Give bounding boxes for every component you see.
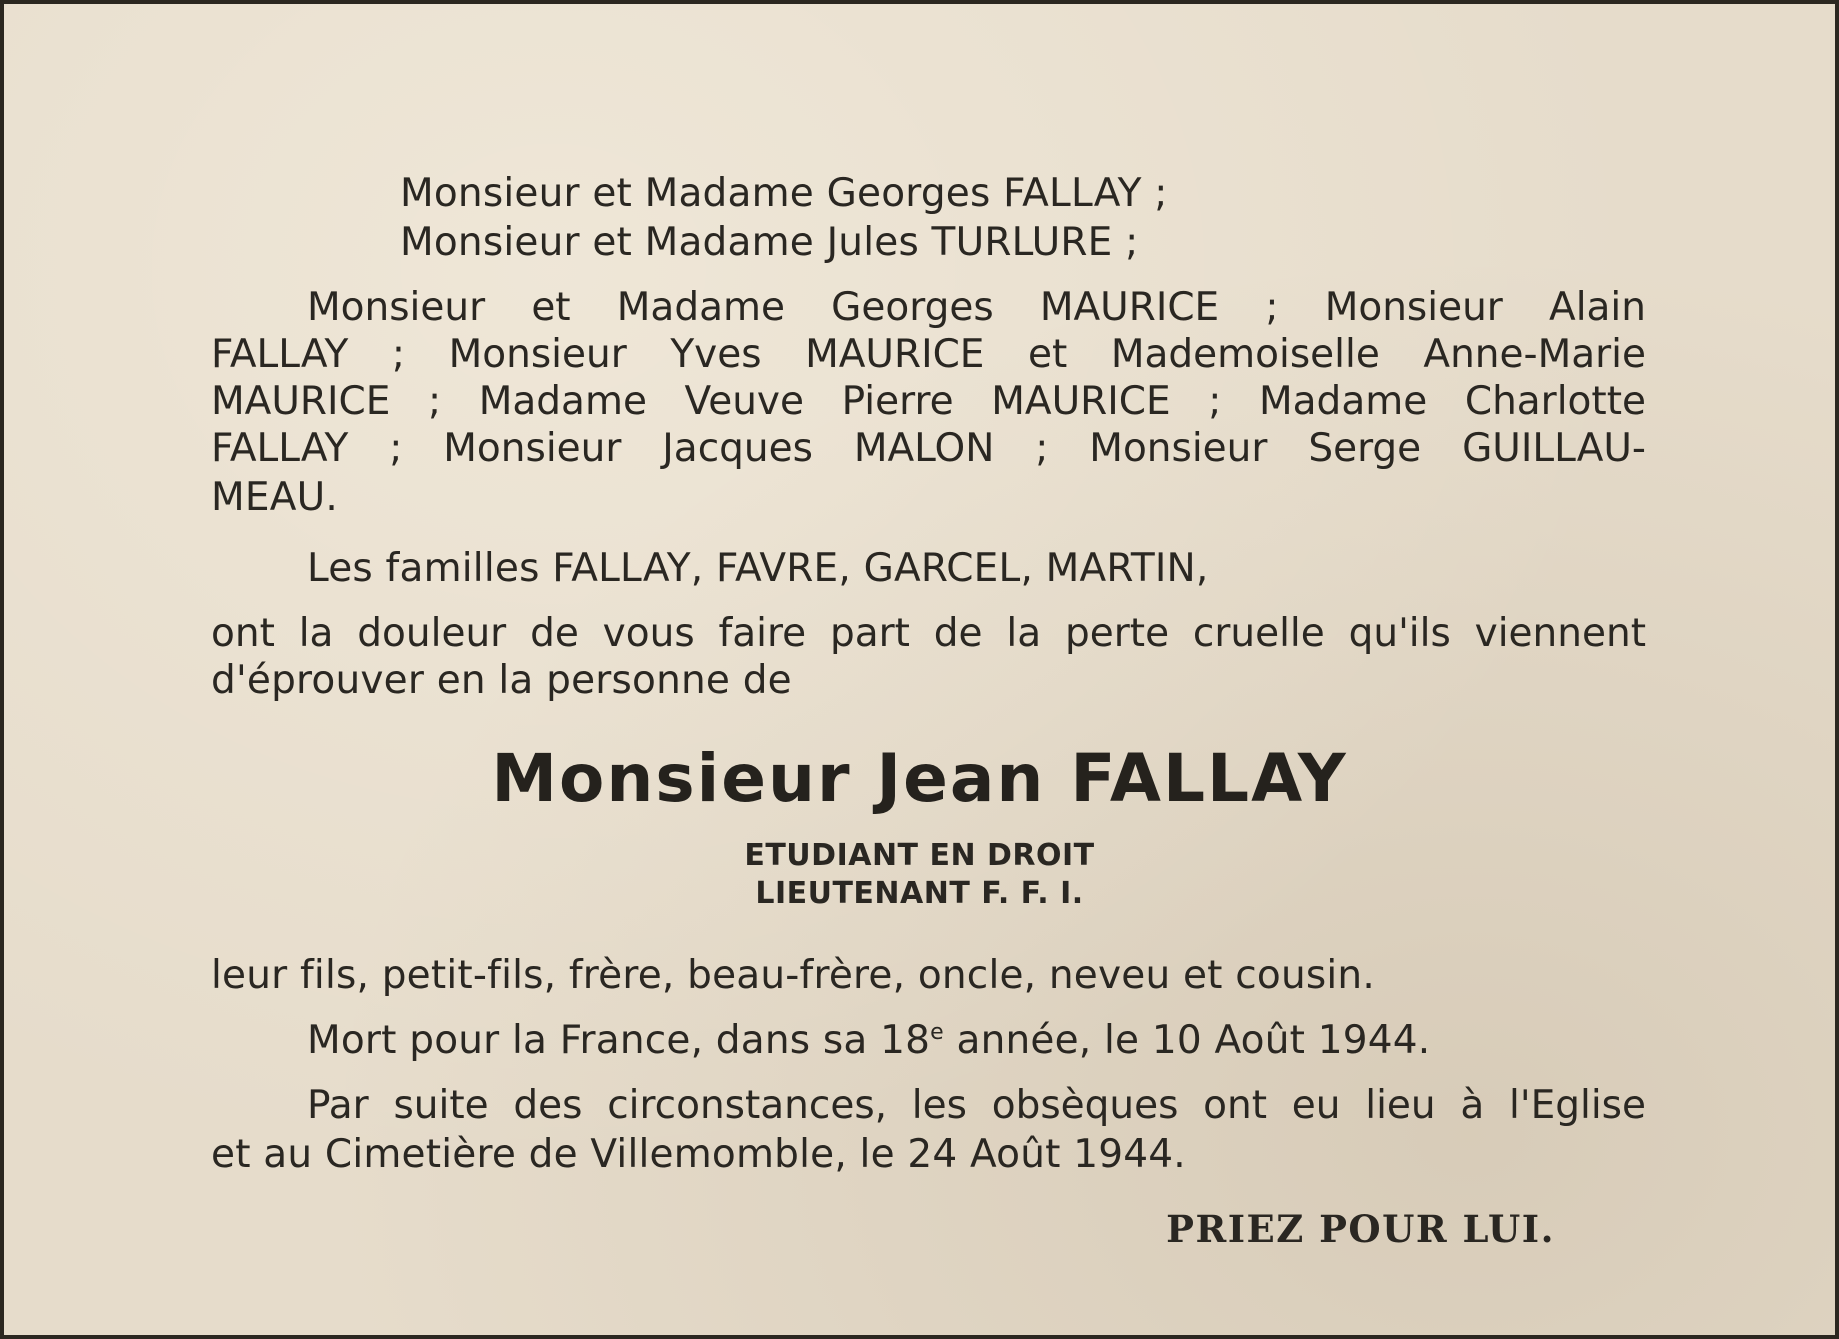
intro-line-2: Monsieur et Madame Jules TURLURE ; <box>400 220 1139 265</box>
deceased-name: Monsieur Jean FALLAY <box>491 740 1348 817</box>
funeral-line-1: Par suite des circonstances, les obsèques ont eu lieu à l'Eglise <box>307 1083 1646 1128</box>
funeral-line-2: et au Cimetière de Villemomble, le 24 Août 1944. <box>211 1132 1186 1177</box>
deceased-title-2: LIEUTENANT F. F. I. <box>755 876 1084 911</box>
announcement-line-1: ont la douleur de vous faire part de la perte cruelle qu'ils viennent <box>211 611 1646 656</box>
relation-line: leur fils, petit-fils, frère, beau-frère, oncle, neveu et cousin. <box>211 953 1375 998</box>
death-line-superscript: e <box>930 1020 944 1045</box>
announcement-line-2: d'éprouver en la personne de <box>211 658 792 703</box>
deceased-title-1: ETUDIANT EN DROIT <box>744 838 1095 873</box>
intro-line-1: Monsieur et Madame Georges FALLAY ; <box>400 171 1168 216</box>
family-line-4: FALLAY ; Monsieur Jacques MALON ; Monsieur Serge GUILLAU- <box>211 426 1646 471</box>
family-line-1: Monsieur et Madame Georges MAURICE ; Monsieur Alain <box>307 285 1646 330</box>
family-line-2: FALLAY ; Monsieur Yves MAURICE et Mademoiselle Anne-Marie <box>211 332 1646 377</box>
death-line-end: année, le 10 Août 1944. <box>943 1018 1431 1063</box>
family-line-5: MEAU. <box>211 475 338 520</box>
death-line-start: Mort pour la France, dans sa 18 <box>307 1018 931 1063</box>
families-line: Les familles FALLAY, FAVRE, GARCEL, MARTIN, <box>307 546 1209 591</box>
family-line-3: MAURICE ; Madame Veuve Pierre MAURICE ; Madame Charlotte <box>211 379 1646 424</box>
death-line <box>307 1017 1430 1064</box>
closing-prayer: PRIEZ POUR LUI. <box>1166 1207 1555 1251</box>
